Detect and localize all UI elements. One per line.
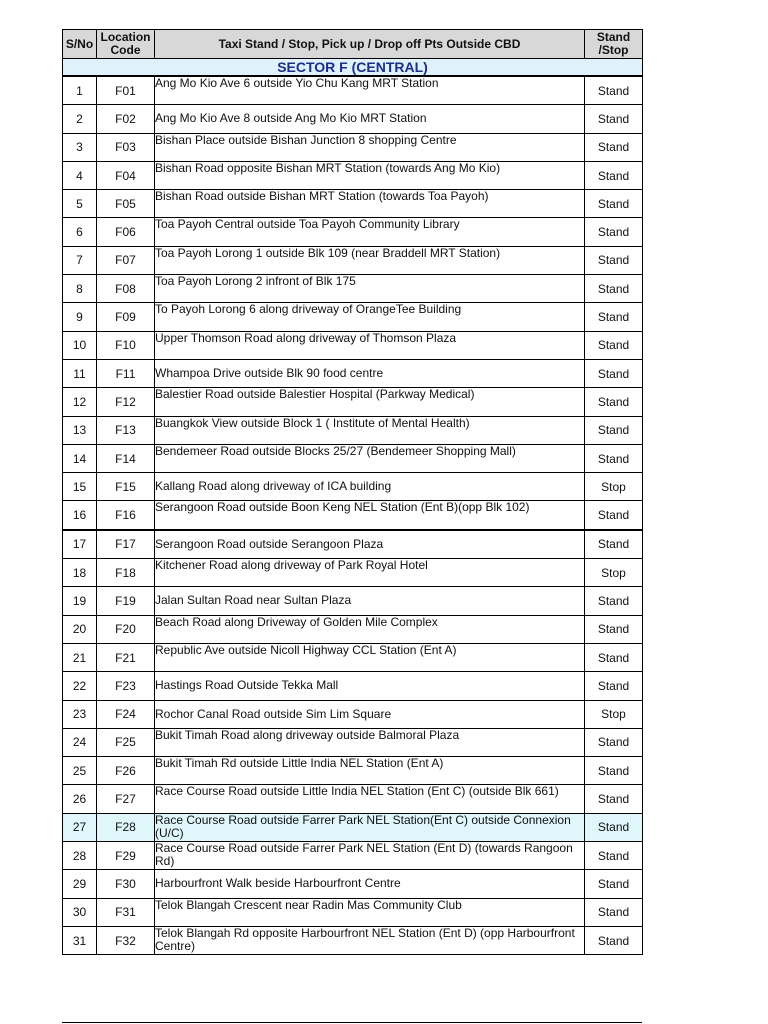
table-row	[63, 672, 643, 700]
row-sno: 1	[63, 76, 97, 105]
table-row	[63, 559, 643, 587]
table-row	[63, 218, 643, 246]
table-row	[63, 275, 643, 303]
table-row	[63, 501, 643, 530]
row-location-code: F25	[97, 728, 155, 756]
row-description: Hastings Road Outside Tekka Mall	[155, 672, 585, 700]
row-stand-stop: Stand	[585, 161, 643, 189]
row-location-code: F26	[97, 757, 155, 785]
row-description: Race Course Road outside Little India NEL Station (Ent C) (outside Blk 661)	[155, 785, 585, 813]
table-row	[63, 530, 643, 559]
row-sno: 4	[63, 161, 97, 189]
row-stand-stop: Stand	[585, 218, 643, 246]
row-location-code: F05	[97, 190, 155, 218]
row-description: Republic Ave outside Nicoll Highway CCL Station (Ent A)	[155, 643, 585, 671]
row-location-code: F11	[97, 359, 155, 387]
row-stand-stop: Stand	[585, 388, 643, 416]
table-row	[63, 926, 643, 954]
table-row	[63, 757, 643, 785]
row-location-code: F23	[97, 672, 155, 700]
row-location-code: F29	[97, 842, 155, 870]
row-description: Kitchener Road along driveway of Park Royal Hotel	[155, 559, 585, 587]
table-row	[63, 359, 643, 387]
sector-title: SECTOR F (CENTRAL)	[63, 59, 643, 77]
row-stand-stop: Stand	[585, 359, 643, 387]
row-sno: 31	[63, 926, 97, 954]
table-row	[63, 643, 643, 671]
row-location-code: F27	[97, 785, 155, 813]
row-sno: 2	[63, 105, 97, 133]
row-description: Kallang Road along driveway of ICA building	[155, 473, 585, 501]
row-stand-stop: Stand	[585, 105, 643, 133]
row-stand-stop: Stop	[585, 700, 643, 728]
header-row	[63, 30, 643, 59]
row-location-code: F10	[97, 331, 155, 359]
table-row	[63, 870, 643, 898]
row-sno: 7	[63, 246, 97, 274]
row-stand-stop: Stand	[585, 76, 643, 105]
row-location-code: F06	[97, 218, 155, 246]
row-location-code: F30	[97, 870, 155, 898]
table-row	[63, 473, 643, 501]
table-row	[63, 444, 643, 472]
header-sno: S/No	[63, 30, 97, 59]
table-row	[63, 615, 643, 643]
row-description: Bukit Timah Road along driveway outside Balmoral Plaza	[155, 728, 585, 756]
row-description: Serangoon Road outside Serangoon Plaza	[155, 530, 585, 559]
row-stand-stop: Stand	[585, 813, 643, 841]
row-location-code: F14	[97, 444, 155, 472]
row-stand-stop: Stand	[585, 785, 643, 813]
row-description: Beach Road along Driveway of Golden Mile Complex	[155, 615, 585, 643]
row-sno: 17	[63, 530, 97, 559]
table-row	[63, 133, 643, 161]
row-stand-stop: Stand	[585, 303, 643, 331]
row-sno: 22	[63, 672, 97, 700]
row-description: Race Course Road outside Farrer Park NEL Station(Ent C) outside Connexion (U/C)	[155, 813, 585, 841]
row-location-code: F18	[97, 559, 155, 587]
table-row	[63, 105, 643, 133]
row-stand-stop: Stand	[585, 757, 643, 785]
row-stand-stop: Stand	[585, 898, 643, 926]
row-sno: 5	[63, 190, 97, 218]
row-sno: 29	[63, 870, 97, 898]
table-row	[63, 303, 643, 331]
table-row	[63, 898, 643, 926]
row-sno: 28	[63, 842, 97, 870]
row-description: Upper Thomson Road along driveway of Thomson Plaza	[155, 331, 585, 359]
row-description: Telok Blangah Rd opposite Harbourfront NEL Station (Ent D) (opp Harbourfront Centre)	[155, 926, 585, 954]
row-description: Toa Payoh Lorong 2 infront of Blk 175	[155, 275, 585, 303]
table-row	[63, 388, 643, 416]
row-sno: 19	[63, 587, 97, 615]
row-sno: 25	[63, 757, 97, 785]
row-description: Telok Blangah Crescent near Radin Mas Community Club	[155, 898, 585, 926]
row-stand-stop: Stand	[585, 444, 643, 472]
row-sno: 24	[63, 728, 97, 756]
row-location-code: F16	[97, 501, 155, 530]
row-description: Bukit Timah Rd outside Little India NEL Station (Ent A)	[155, 757, 585, 785]
row-stand-stop: Stop	[585, 473, 643, 501]
row-sno: 26	[63, 785, 97, 813]
row-stand-stop: Stand	[585, 926, 643, 954]
row-location-code: F13	[97, 416, 155, 444]
row-location-code: F31	[97, 898, 155, 926]
row-sno: 30	[63, 898, 97, 926]
row-stand-stop: Stand	[585, 190, 643, 218]
row-stand-stop: Stand	[585, 416, 643, 444]
row-sno: 27	[63, 813, 97, 841]
row-sno: 6	[63, 218, 97, 246]
row-sno: 10	[63, 331, 97, 359]
row-stand-stop: Stand	[585, 615, 643, 643]
row-description: Bendemeer Road outside Blocks 25/27 (Bendemeer Shopping Mall)	[155, 444, 585, 472]
table-row	[63, 587, 643, 615]
table-row	[63, 700, 643, 728]
header-location-code: Location Code	[97, 30, 155, 59]
table-row	[63, 813, 643, 841]
row-description: Serangoon Road outside Boon Keng NEL Station (Ent B)(opp Blk 102)	[155, 501, 585, 530]
table-row	[63, 76, 643, 105]
row-description: Toa Payoh Central outside Toa Payoh Community Library	[155, 218, 585, 246]
row-location-code: F19	[97, 587, 155, 615]
table-row	[63, 842, 643, 870]
row-stand-stop: Stand	[585, 133, 643, 161]
table-row	[63, 190, 643, 218]
header-stand-stop: Stand /Stop	[585, 30, 643, 59]
row-sno: 20	[63, 615, 97, 643]
row-description: Ang Mo Kio Ave 6 outside Yio Chu Kang MRT Station	[155, 76, 585, 105]
row-description: Toa Payoh Lorong 1 outside Blk 109 (near Braddell MRT Station)	[155, 246, 585, 274]
row-location-code: F28	[97, 813, 155, 841]
row-stand-stop: Stand	[585, 501, 643, 530]
table-row	[63, 416, 643, 444]
row-location-code: F20	[97, 615, 155, 643]
row-sno: 9	[63, 303, 97, 331]
row-stand-stop: Stand	[585, 728, 643, 756]
row-description: To Payoh Lorong 6 along driveway of OrangeTee Building	[155, 303, 585, 331]
table-row	[63, 785, 643, 813]
row-location-code: F08	[97, 275, 155, 303]
row-description: Race Course Road outside Farrer Park NEL Station (Ent D) (towards Rangoon Rd)	[155, 842, 585, 870]
row-sno: 16	[63, 501, 97, 530]
row-sno: 21	[63, 643, 97, 671]
table-row	[63, 331, 643, 359]
row-description: Buangkok View outside Block 1 ( Institute of Mental Health)	[155, 416, 585, 444]
row-sno: 23	[63, 700, 97, 728]
row-location-code: F09	[97, 303, 155, 331]
row-location-code: F04	[97, 161, 155, 189]
taxi-stand-table	[62, 29, 643, 955]
row-location-code: F21	[97, 643, 155, 671]
row-location-code: F17	[97, 530, 155, 559]
row-stand-stop: Stand	[585, 587, 643, 615]
row-location-code: F24	[97, 700, 155, 728]
row-sno: 11	[63, 359, 97, 387]
row-description: Rochor Canal Road outside Sim Lim Square	[155, 700, 585, 728]
row-stand-stop: Stand	[585, 672, 643, 700]
row-stand-stop: Stand	[585, 246, 643, 274]
row-sno: 15	[63, 473, 97, 501]
table-row	[63, 161, 643, 189]
row-description: Whampoa Drive outside Blk 90 food centre	[155, 359, 585, 387]
row-description: Bishan Place outside Bishan Junction 8 shopping Centre	[155, 133, 585, 161]
table-row	[63, 728, 643, 756]
row-location-code: F01	[97, 76, 155, 105]
row-stand-stop: Stop	[585, 559, 643, 587]
row-stand-stop: Stand	[585, 275, 643, 303]
row-sno: 3	[63, 133, 97, 161]
sector-row	[63, 59, 643, 77]
row-location-code: F03	[97, 133, 155, 161]
header-description: Taxi Stand / Stop, Pick up / Drop off Pts Outside CBD	[155, 30, 585, 59]
row-sno: 18	[63, 559, 97, 587]
table-row	[63, 246, 643, 274]
row-description: Jalan Sultan Road near Sultan Plaza	[155, 587, 585, 615]
row-sno: 14	[63, 444, 97, 472]
row-stand-stop: Stand	[585, 331, 643, 359]
row-stand-stop: Stand	[585, 530, 643, 559]
row-location-code: F07	[97, 246, 155, 274]
row-location-code: F12	[97, 388, 155, 416]
row-stand-stop: Stand	[585, 643, 643, 671]
row-sno: 12	[63, 388, 97, 416]
row-description: Ang Mo Kio Ave 8 outside Ang Mo Kio MRT Station	[155, 105, 585, 133]
row-sno: 13	[63, 416, 97, 444]
row-location-code: F02	[97, 105, 155, 133]
row-description: Balestier Road outside Balestier Hospital (Parkway Medical)	[155, 388, 585, 416]
row-description: Bishan Road outside Bishan MRT Station (towards Toa Payoh)	[155, 190, 585, 218]
row-description: Harbourfront Walk beside Harbourfront Centre	[155, 870, 585, 898]
row-location-code: F15	[97, 473, 155, 501]
footer-divider	[62, 1022, 642, 1023]
row-description: Bishan Road opposite Bishan MRT Station (towards Ang Mo Kio)	[155, 161, 585, 189]
row-sno: 8	[63, 275, 97, 303]
row-stand-stop: Stand	[585, 870, 643, 898]
row-location-code: F32	[97, 926, 155, 954]
row-stand-stop: Stand	[585, 842, 643, 870]
